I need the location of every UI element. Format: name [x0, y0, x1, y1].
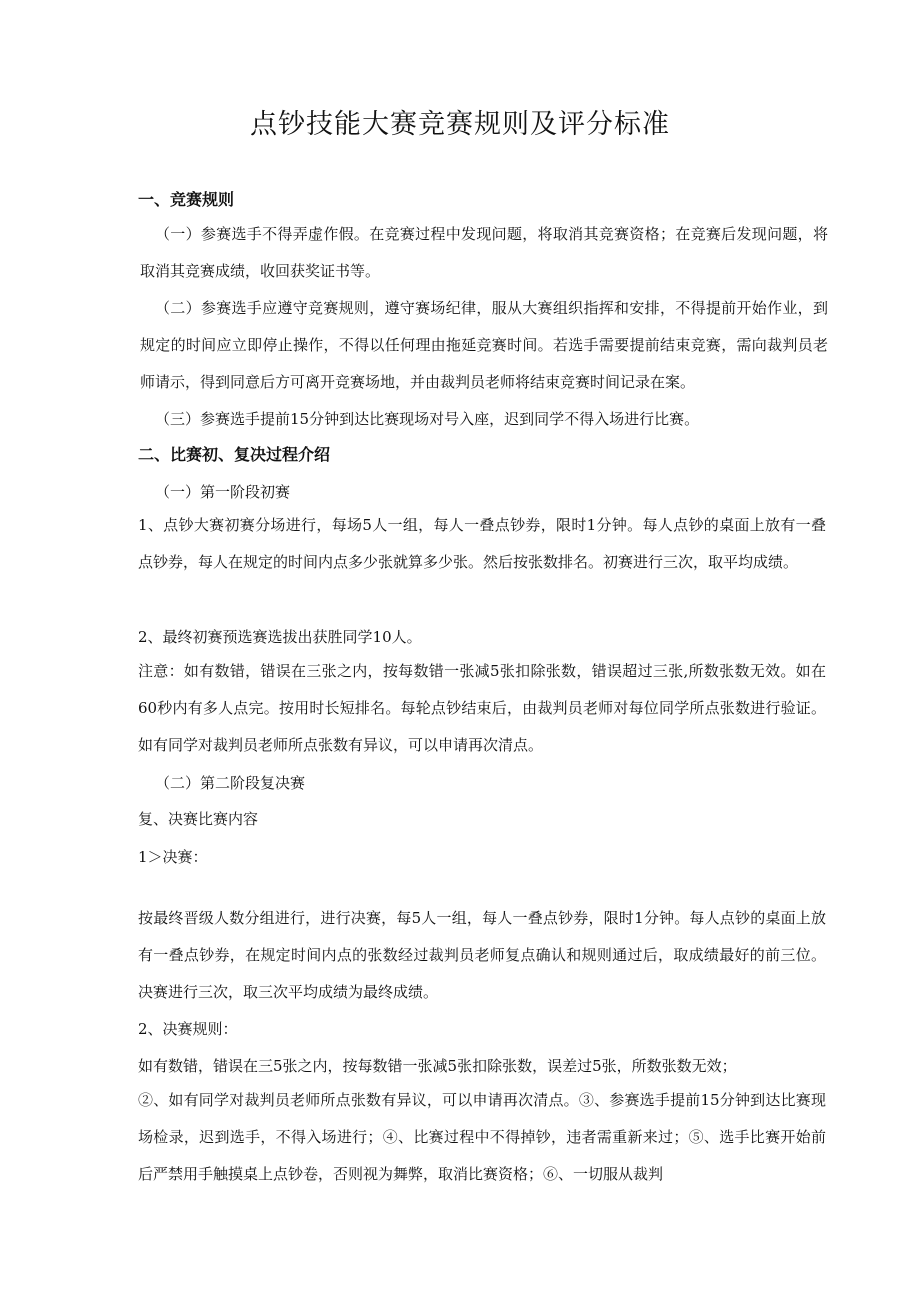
stage-1-item-2: 2、最终初赛预选赛选拔出获胜同学10人。: [138, 628, 422, 646]
document-title: 点钞技能大赛竞赛规则及评分标准: [250, 109, 670, 140]
final-rules-list: ②、如有同学对裁判员老师所点张数有异议，可以申请再次清点。③、参赛选手提前15分钟到达比赛现场检录，迟到选手，不得入场进行；④、比赛过程中不得掉钞，违者需重新来过；⑤、选手比赛开始前后严禁用手触摸桌上点钞卷，否则视为舞弊，取消比赛资格；⑥、一切服从裁判: [138, 1091, 826, 1183]
content-title: 复、决赛比赛内容: [138, 810, 259, 828]
section-heading-process: 二、比赛初、复决过程介绍: [138, 445, 331, 464]
stage-1-note: 注意：如有数错，错误在三张之内，按每数错一张减5张扣除张数，错误超过三张,所数张数无效。如在60秒内有多人点完。按用时长短排名。每轮点钞结束后，由裁判员老师对每位同学所点张数进行验证。如有同学对裁判员老师所点张数有异议，可以申请再次清点。: [138, 662, 826, 754]
stage-1-title: （一）第一阶段初赛: [155, 483, 291, 501]
stage-2-title: （二）第二阶段复决赛: [155, 774, 306, 792]
stage-1-item-1: 1、点钞大赛初赛分场进行，每场5人一组，每人一叠点钞券，限时1分钟。每人点钞的桌面上放有一叠点钞券，每人在规定的时间内点多少张就算多少张。然后按张数排名。初赛进行三次，取平均成绩。: [138, 516, 826, 571]
final-rules-label: 2、决赛规则：: [138, 1020, 238, 1038]
rule-paragraph-2: （二）参赛选手应遵守竞赛规则，遵守赛场纪律，服从大赛组织指挥和安排，不得提前开始作业，到规定的时间应立即停止操作，不得以任何理由拖延竞赛时间。若选手需要提前结束竞赛，需向裁判员老师请示，得到同意后方可离开竞赛场地，并由裁判员老师将结束竞赛时间记录在案。: [140, 299, 828, 391]
final-label: 1＞决赛：: [138, 848, 208, 866]
rule-paragraph-1: （一）参赛选手不得弄虚作假。在竞赛过程中发现问题，将取消其竞赛资格；在竞赛后发现问题，将取消其竞赛成绩，收回获奖证书等。: [140, 225, 828, 280]
final-description: 按最终晋级人数分组进行，进行决赛，每5人一组，每人一叠点钞券，限时1分钟。每人点钞的桌面上放有一叠点钞券，在规定时间内点的张数经过裁判员老师复点确认和规则通过后，取成绩最好的前三位。决赛进行三次，取三次平均成绩为最终成绩。: [138, 909, 826, 1001]
final-rules-line-1: 如有数错，错误在三5张之内，按每数错一张减5张扣除张数，误差过5张，所数张数无效；: [138, 1057, 737, 1075]
rule-paragraph-3: （三）参赛选手提前15分钟到达比赛现场对号入座，迟到同学不得入场进行比赛。: [155, 410, 700, 428]
section-heading-rules: 一、竞赛规则: [138, 190, 235, 209]
